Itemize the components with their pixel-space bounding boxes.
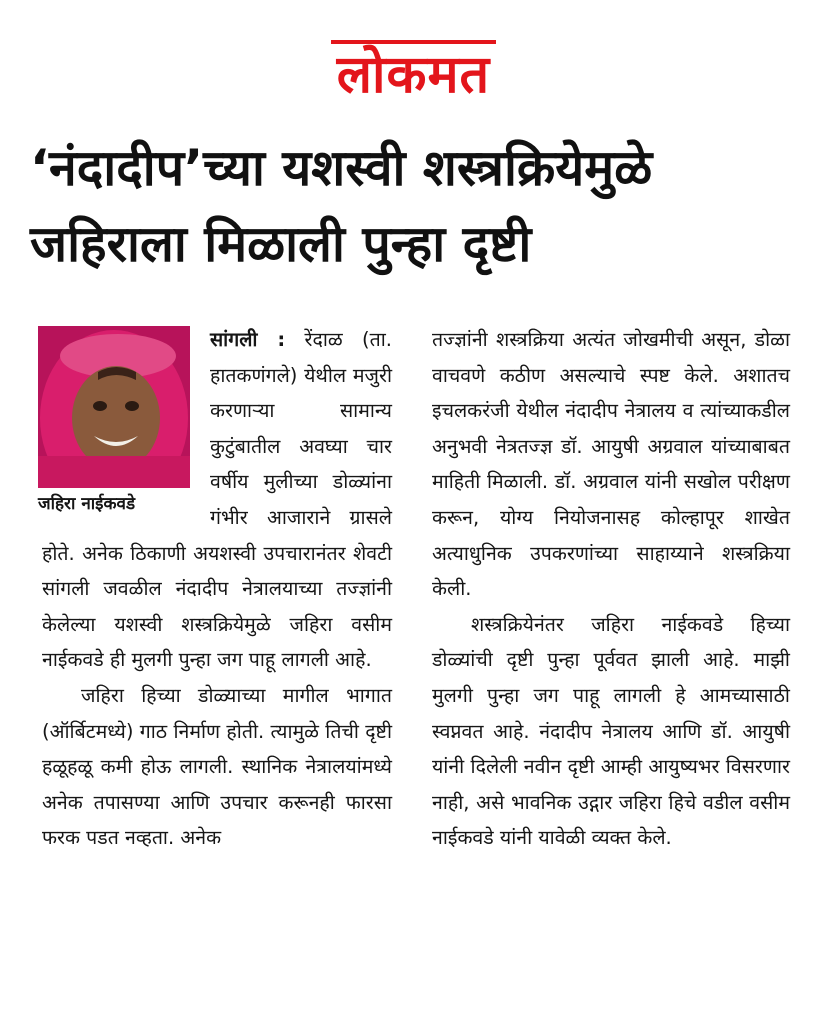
article-column-right — [432, 322, 790, 856]
girl-portrait-photo — [38, 326, 190, 488]
masthead — [0, 40, 827, 108]
article-headline: ‘नंदादीप’च्या यशस्वी शस्त्रक्रियेमुळे जहिराला मिळाली पुन्हा दृष्टी — [30, 139, 653, 273]
article-paragraph: तज्ज्ञांनी शस्त्रक्रिया अत्यंत जोखमीची असून, डोळा वाचवणे कठीण असल्याचे स्पष्ट केले. अशातच इचलकरंजी येथील नंदादीप नेत्रालय व त्यांच्याकडील अनुभवी नेत्रतज्ज्ञ डॉ. आयुषी अग्रवाल यांच्याबाबत माहिती मिळाली. डॉ. अग्रवाल यांनी सखोल परीक्षण करून, योग्य नियोजनासह कोल्हापूर शाखेत अत्याधुनिक उपकरणांच्या साहाय्याने शस्त्रक्रिया केली. — [432, 328, 790, 601]
photo-caption: जहिरा नाईकवडे — [38, 494, 136, 514]
article-paragraph: शस्त्रक्रियेनंतर जहिरा नाईकवडे हिच्या डोळ्यांची दृष्टी पुन्हा पूर्ववत झाली आहे. माझी मुलगी पुन्हा जग पाहू लागली हे आमच्यासाठी स्वप्नवत आहे. नंदादीप नेत्रालय आणि डॉ. आयुषी यांनी दिलेली नवीन दृष्टी आम्ही आयुष्यभर विसरणार नाही, असे भावनिक उद्गार जहिरा हिचे वडील वसीम नाईकवडे यांनी यावेळी व्यक्त केले. — [432, 612, 790, 850]
newspaper-logo: लोकमत — [331, 40, 496, 106]
photo-block — [38, 326, 198, 518]
article-paragraph — [38, 322, 393, 678]
dateline: सांगली : — [210, 328, 286, 351]
article-column-left — [38, 322, 393, 856]
article-paragraph: जहिरा हिच्या डोळ्याच्या मागील भागात (ऑर्बिटमध्ये) गाठ निर्माण होती. त्यामुळे तिची दृष्टी हळूहळू कमी होऊ लागली. स्थानिक नेत्रालयांमध्ये अनेक तपासण्या आणि उपचार करूनही फारसा फरक पडत नव्हता. अनेक — [42, 683, 392, 850]
body-text: रेंदाळ (ता. हातकणंगले) येथील मजुरी करणाऱ्या सामान्य कुटुंबातील अवघ्या चार वर्षीय मुलीच्या डोळ्यांना गंभीर आजाराने ग्रासले होते. अनेक ठिकाणी अयशस्वी उपचारानंतर शेवटी सांगली जवळील नंदादीप नेत्रालयाच्या तज्ज्ञांनी केलेल्या यशस्वी शस्त्रक्रियेमुळे जहिरा वसीम नाईकवडे ही मुलगी पुन्हा जग पाहू लागली आहे. — [42, 328, 393, 672]
